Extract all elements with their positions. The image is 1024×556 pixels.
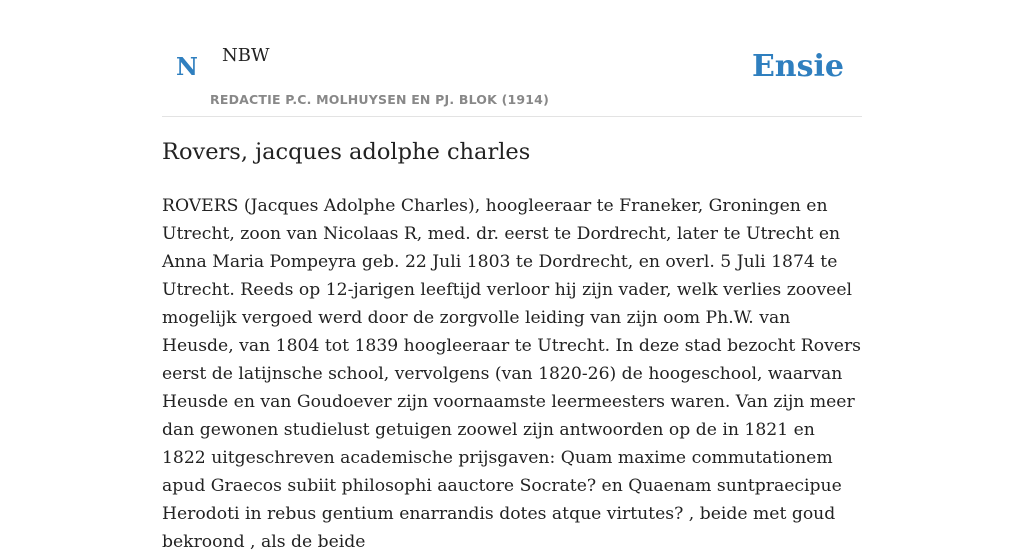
editors-caption: REDACTIE P.C. MOLHUYSEN EN PJ. BLOK (1914) <box>210 92 549 107</box>
ensie-logo-link[interactable]: Ensie <box>751 49 844 84</box>
nbw-logo-letter[interactable]: N <box>176 52 198 81</box>
site-header <box>162 0 862 117</box>
article-body: ROVERS (Jacques Adolphe Charles), hoogleeraar te Franeker, Groningen en Utrecht, zoon van Nicolaas R, med. dr. eerst te Dordrecht, later te Utrecht en Anna Maria Pompeyra geb. 22 Juli 1803 te Dordrecht, en overl. 5 Juli 1874 te Utrecht. Reeds op 12-jarigen leeftijd verloor hij zijn vader, welk verlies zooveel mogelijk vergoed werd door de zorgvolle leiding van zijn oom Ph.W. van Heusde, van 1804 tot 1839 hoogleeraar te Utrecht. In deze stad bezocht Rovers eerst de latijnsche school, vervolgens (van 1820-26) de hoogeschool, waarvan Heusde en van Goudoever zijn voornaamste leermeesters waren. Van zijn meer dan gewonen studielust getuigen zoowel zijn antwoorden op de in 1821 en 1822 uitgeschreven academische prijsgaven: Quam maxime commutationem apud Graecos subiit philosophi aauctore Socrate? en Quaenam suntpraecipue Herodoti in rebus gentium enarrandis dotes atque virtutes? , beide met goud bekroond , als de beide <box>162 196 861 552</box>
article-title: Rovers, jacques adolphe charles <box>162 139 531 165</box>
series-name[interactable]: NBW <box>222 45 270 66</box>
